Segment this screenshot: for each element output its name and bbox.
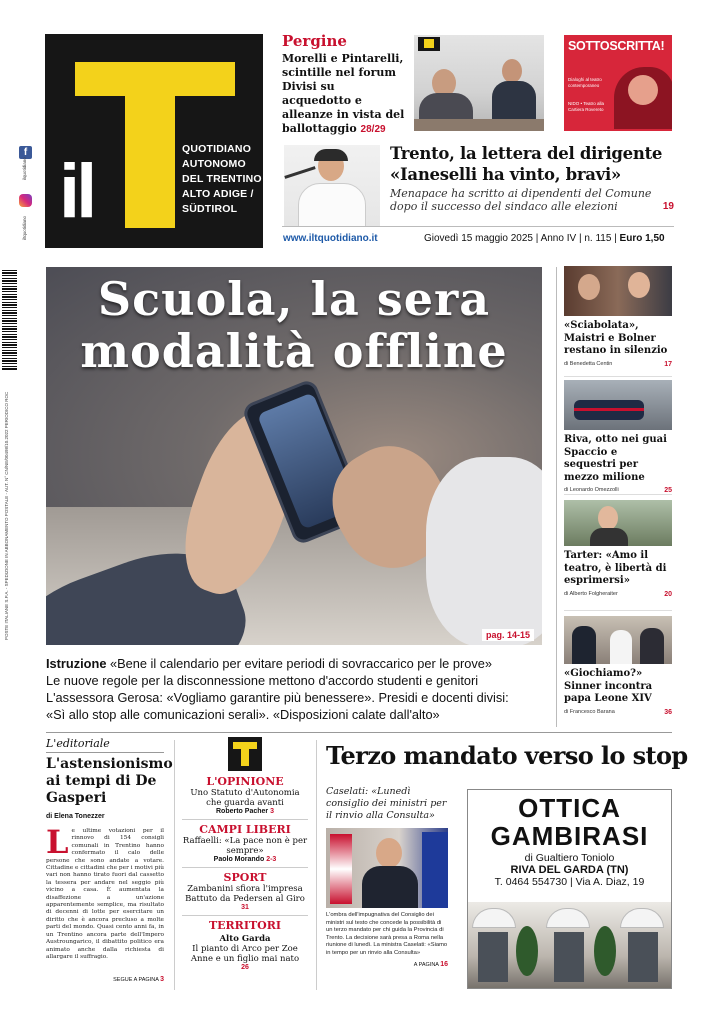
logo-t-stem: [125, 62, 175, 228]
sidebar-page: 36: [664, 708, 672, 716]
sidebar-text: «Sciabolata», Maistri e Bolner restano in silenzio: [564, 320, 668, 356]
ad-sottoscritta[interactable]: [564, 35, 672, 131]
instagram-icon[interactable]: [19, 194, 32, 207]
sidebar-author: di Francesco Barana: [564, 708, 615, 715]
editorial-author: di Elena Tonezzer: [46, 813, 105, 820]
campi-liberi-section[interactable]: [182, 823, 308, 863]
sidebar-text: «Giochiamo?» Sinner incontra papa Leone XIV: [564, 668, 653, 704]
territori-label: TERRITORI: [208, 919, 282, 932]
lead-block[interactable]: Istruzione «Bene il calendario per evitare periodi di sovraccarico per le prove» Le nuove regole per la disconnessione mettono d'accordo studenti e genitori L'assessora Gerosa: «Vogliamo garantire più benessere». Presidi e docenti divisi: «Sì allo stop alle comunicazioni serali». «Disposizioni calate dall'alto»: [46, 656, 509, 722]
opinione-page: 3: [270, 808, 274, 815]
sidebar-page: 25: [664, 487, 672, 494]
ad-contact: T. 0464 554730 | Via A. Diaz, 19: [494, 876, 645, 888]
ad-owner: di Gualtiero Toniolo: [524, 852, 615, 864]
campi-author: Paolo Morando: [213, 856, 265, 863]
photo-sinner: [564, 616, 672, 664]
terzo-mandato-headline[interactable]: Terzo mandato verso lo stop: [326, 741, 688, 770]
sidebar-page: 20: [664, 590, 672, 598]
sidebar-author: di Benedetta Centin: [564, 360, 613, 367]
campi-label: CAMPI LIBERI: [199, 823, 291, 836]
photo-menapace: [284, 145, 380, 226]
opinione-text: Uno Statuto d'Autonomia che guarda avanti: [190, 788, 300, 808]
territori-section[interactable]: [182, 919, 308, 971]
barcode: [2, 270, 17, 370]
hero-page-ref: pag. 14-15: [482, 629, 534, 641]
campi-page: 2-3: [266, 856, 277, 863]
section-divider: [46, 732, 672, 733]
photo-riva: [564, 380, 672, 430]
teaser-trento-page: 19: [662, 201, 674, 212]
teaser-trento-sub: Menapace ha scritto ai dipendenti del Comune dopo il successo del sindaco alle elezioni 19: [390, 187, 674, 213]
sport-section[interactable]: [182, 871, 308, 911]
postal-notice: POSTE ITALIANE S.P.A. - SPEDIZIONE IN ABBONAMENTO POSTALE - AUT. N° CN/NE/00498/10.2022 PERIODICO ROC: [4, 391, 9, 640]
facebook-icon[interactable]: f: [19, 146, 32, 159]
teaser-body: Morelli e Pintarelli, scintille nel forum Divisi su acquedotto e alleanze in vista del ballottaggio 28/29: [282, 52, 405, 135]
social-handle-facebook: ilquotidiano: [22, 157, 27, 180]
teaser-trento[interactable]: [390, 143, 674, 213]
photo-fugatti: [326, 828, 448, 908]
editorial-title: L'astensionismo ai tempi di De Gasperi: [46, 756, 173, 806]
terzo-body: L'ombra dell'impugnativa del Consiglio dei ministri sul testo che concede la possibilità di un terzo mandato per chi guida la Provincia di Trento. La decisione sarà presa a Roma nella riunione di lunedì. La ministra Caselati: «Siamo in tempo per un rinvio alla Consulta»: [326, 912, 448, 956]
sidebar-text: Riva, otto nei guai Spaccio e sequestri per mezzo milione: [564, 434, 667, 483]
terzo-mandato-story[interactable]: [326, 786, 448, 968]
territori-page: 26: [241, 964, 249, 971]
masthead-tagline: QUOTIDIANO AUTONOMO DEL TRENTINO ALTO ADIGE / SÜDTIROL: [182, 143, 262, 215]
terzo-continue[interactable]: A PAGINA 16: [413, 960, 448, 968]
hero-headline: Scuola, la sera modalità offline: [80, 272, 508, 378]
editorial-continue[interactable]: SEGUE A PAGINA 3: [113, 976, 164, 983]
sidebar-item-riva[interactable]: [564, 380, 672, 494]
opinione-section[interactable]: [182, 775, 308, 815]
sidebar-item-sinner[interactable]: [564, 616, 672, 716]
sport-page: 31: [241, 904, 249, 911]
sidebar-rule: [556, 267, 557, 727]
ad-title: SOTTOSCRITTA!: [568, 39, 665, 53]
center-column: [182, 737, 308, 971]
photo-sciabolata: [564, 266, 672, 316]
editorial-dropcap: L: [46, 828, 69, 861]
lead-kicker: Istruzione: [46, 656, 107, 671]
masthead-logo[interactable]: [45, 34, 263, 248]
ad-line1: Dialoghi al teatro contemporaneo: [568, 77, 602, 88]
territori-text: Il pianto di Arco per Zoe Anne e un figlio mai nato: [190, 944, 300, 964]
opinione-label: L'OPINIONE: [206, 775, 284, 788]
logo-il-text: il: [59, 149, 94, 234]
opinione-logo: [228, 737, 262, 771]
sidebar-text: Tarter: «Amo il teatro, è libertà di esprimersi»: [564, 550, 667, 586]
ad-storefront-photo: [468, 902, 672, 989]
social-handle-instagram: iltquotidiano: [22, 215, 27, 240]
campi-text: Raffaelli: «La pace non è per sempre»: [182, 836, 308, 856]
sidebar-author: di Leonardo Omezzolli: [564, 487, 619, 493]
teaser-pergine[interactable]: [282, 32, 406, 137]
teaser-trento-headline: Trento, la lettera del dirigente «Ianeselli ha vinto, bravi»: [390, 144, 663, 184]
terzo-sub: Caselati: «Lunedì consiglio dei ministri per il rinvio alla Consulta»: [326, 786, 447, 821]
sidebar-item-sciabolata[interactable]: [564, 266, 672, 368]
price: Euro 1,50: [619, 233, 665, 244]
editorial-body: Le ultime votazioni per il rinnovo di 154 consigli comunali in Trentino hanno confermato il calo delle persone che sono andate a votare. Cittadine e cittadini che per i motivi più vari non hanno tirato fuori dal cassetto la tessera per andare nel seggio più vicino a casa. È aumentata la disaffezione a un'azione apparentemente semplice, ma risultato di decenni di lotte per esercitare un diritto che è ancora precluso a molte parti del mondo. Quasi cento anni fa, in un Trentino ancora parte dell'Impero Austroungarico, il dibattito politico era animato anche dalla richiesta di allargare il suffragio.: [46, 828, 164, 960]
sidebar-author: di Alberto Folgheraiter: [564, 590, 618, 597]
editorial[interactable]: [46, 737, 173, 983]
sidebar-page: 17: [664, 360, 672, 368]
dateline-rule: [282, 226, 674, 227]
ad-city: RIVA DEL GARDA (TN): [510, 864, 629, 876]
sidebar-item-tarter[interactable]: [564, 500, 672, 598]
opinione-author: Roberto Pacher: [216, 808, 269, 815]
photo-pergine-forum: [414, 35, 544, 131]
editorial-label: L'editoriale: [46, 737, 164, 753]
hero-photo[interactable]: [46, 267, 542, 645]
sport-label: SPORT: [223, 871, 267, 884]
sport-text: Zambanini sfiora l'impresa Battuto da Pedersen al Giro: [185, 884, 305, 904]
ad-name2: GAMBIRASI: [490, 821, 649, 851]
teaser-kicker: Pergine: [282, 32, 347, 50]
website-link[interactable]: www.iltquotidiano.it: [283, 233, 378, 244]
territori-title: Alto Garda: [219, 934, 271, 944]
ad-line2: NIDO • Teatro alla Cartiera Rovereto: [568, 101, 605, 112]
dateline: Giovedì 15 maggio 2025 | Anno IV | n. 115 | Euro 1,50: [424, 233, 665, 244]
ad-name1: OTTICA: [518, 793, 621, 823]
photo-tarter: [564, 500, 672, 546]
ad-ottica-gambirasi[interactable]: [467, 789, 672, 989]
teaser-page: 28/29: [360, 124, 386, 135]
